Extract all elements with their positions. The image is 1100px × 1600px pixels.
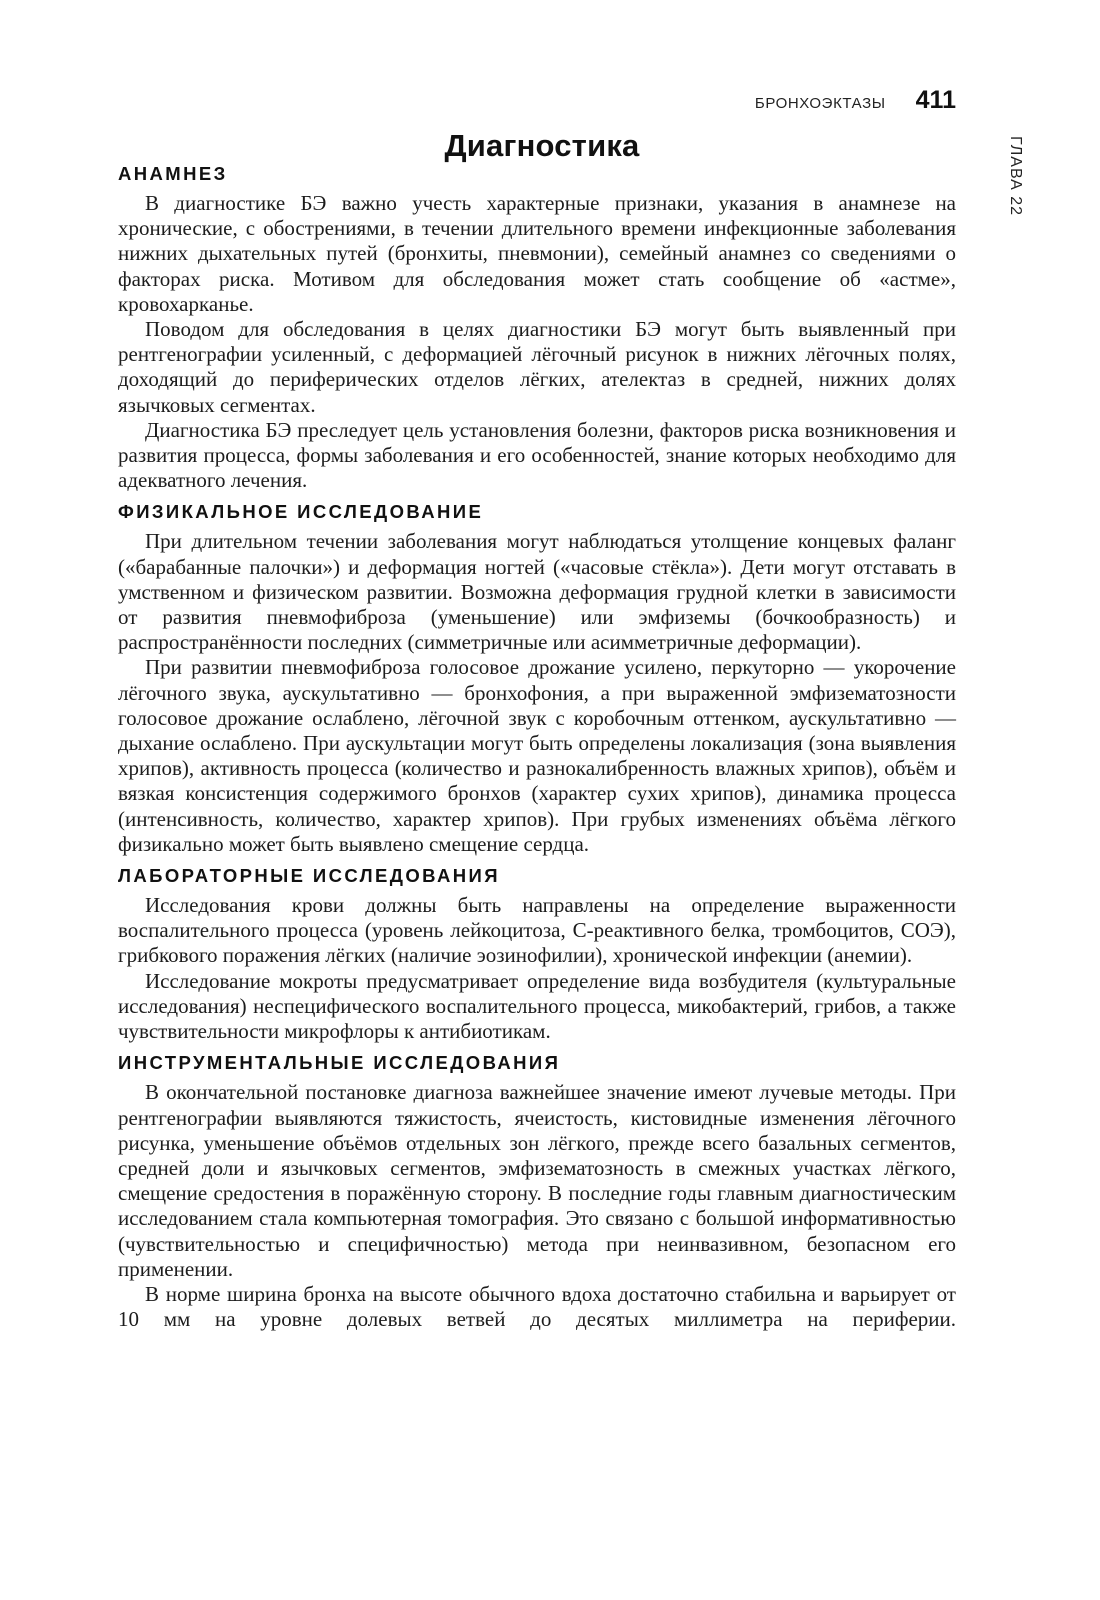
section-heading: ИНСТРУМЕНТАЛЬНЫЕ ИССЛЕДОВАНИЯ [118,1052,561,1074]
paragraph: В норме ширина бронха на высоте обычного вдоха достаточно стабильна и варьирует от 10 мм на уровне долевых ветвей до десятых миллиметра на периферии. [118,1281,956,1332]
paragraph: В окончательной постановке диагноза важнейшее значение имеют лучевые методы. При рентгенографии выявляются тяжистость, ячеистость, кистовидные изменения лёгочного рисунка, уменьшение объёмов отдельных зон лёгкого, прежде всего базальных сегментов, средней доли и язычковых сегментов, эмфизематозность в смежных участках лёгкого, смещение средостения в поражённую сторону. В последние годы главным диагностическим исследованием стала компьютерная томография. Это связано с большой информативностью (чувствительностью и специфичностью) метода при неинвазивном, безопасном его применении. [118,1080,956,1281]
section-heading: ФИЗИКАЛЬНОЕ ИССЛЕДОВАНИЕ [118,501,484,523]
section-anamnesis [118,160,956,493]
text-column [118,126,956,1332]
paragraph: При развитии пневмофиброза голосовое дрожание усилено, перкуторно — укорочение лёгочного звука, аускультативно — бронхофония, а при выраженной эмфизематозности голосовое дрожание ослаблено, лёгочной звук с коробочным оттенком, аускультативно — дыхание ослаблено. При аускультации могут быть определены локализация (зона выявления хрипов), активность процесса (количество и разнокалибренность влажных хрипов), объём и вязкая консистенция содержимого бронхов (характер сухих хрипов), динамика процесса (интенсивность, количество, характер хрипов). При грубых изменениях объёма лёгкого физикально может быть выявлено смещение сердца. [118,655,956,856]
running-header [0,86,956,115]
section-instrumental [118,1049,956,1332]
paragraph: При длительном течении заболевания могут наблюдаться утолщение концевых фаланг («барабанные палочки») и деформация ногтей («часовые стёкла»). Дети могут отставать в умственном и физическом развитии. Возможна деформация грудной клетки в зависимости от развития пневмофиброза (уменьшение) или эмфиземы (бочкообразность) и распространённости последних (симметричные или асимметричные деформации). [118,529,956,655]
chapter-tab: ГЛАВА 22 [1007,136,1024,216]
paragraph: Исследования крови должны быть направлены на определение выраженности воспалительного процесса (уровень лейкоцитоза, С-реактивного белка, тромбоцитов, СОЭ), грибкового поражения лёгких (наличие эозинофилии), хронической инфекции (анемии). [118,893,956,968]
running-title: БРОНХОЭКТАЗЫ [754,95,886,112]
page-title: Диагностика [444,128,640,163]
section-heading: АНАМНЕЗ [118,163,228,184]
page-number: 411 [915,86,956,114]
section-physical-exam [118,498,956,857]
section-heading: ЛАБОРАТОРНЫЕ ИССЛЕДОВАНИЯ [118,865,500,887]
paragraph: Поводом для обследования в целях диагностики БЭ могут быть выявленный при рентгенографии усиленный, с деформацией лёгочный рисунок в нижних лёгочных полях, доходящий до периферических отделов лёгких, ателектаз в средней, нижних долях язычковых сегментах. [118,317,956,417]
paragraph: В диагностике БЭ важно учесть характерные признаки, указания в анамнезе на хронические, с обострениями, в течении длительного времени инфекционные заболевания нижних дыхательных путей (бронхиты, пневмонии), семейный анамнез со сведениями о факторах риска. Мотивом для обследования может стать сообщение об «астме», кровохарканье. [118,191,956,316]
paragraph: Исследование мокроты предусматривает определение вида возбудителя (культуральные исследования) неспецифического воспалительного процесса, микобактерий, грибов, а также чувствительности микрофлоры к антибиотикам. [118,968,956,1044]
paragraph: Диагностика БЭ преследует цель установления болезни, факторов риска возникновения и развития процесса, формы заболевания и его особенностей, знание которых необходимо для адекватного лечения. [118,417,956,493]
section-laboratory [118,862,956,1044]
